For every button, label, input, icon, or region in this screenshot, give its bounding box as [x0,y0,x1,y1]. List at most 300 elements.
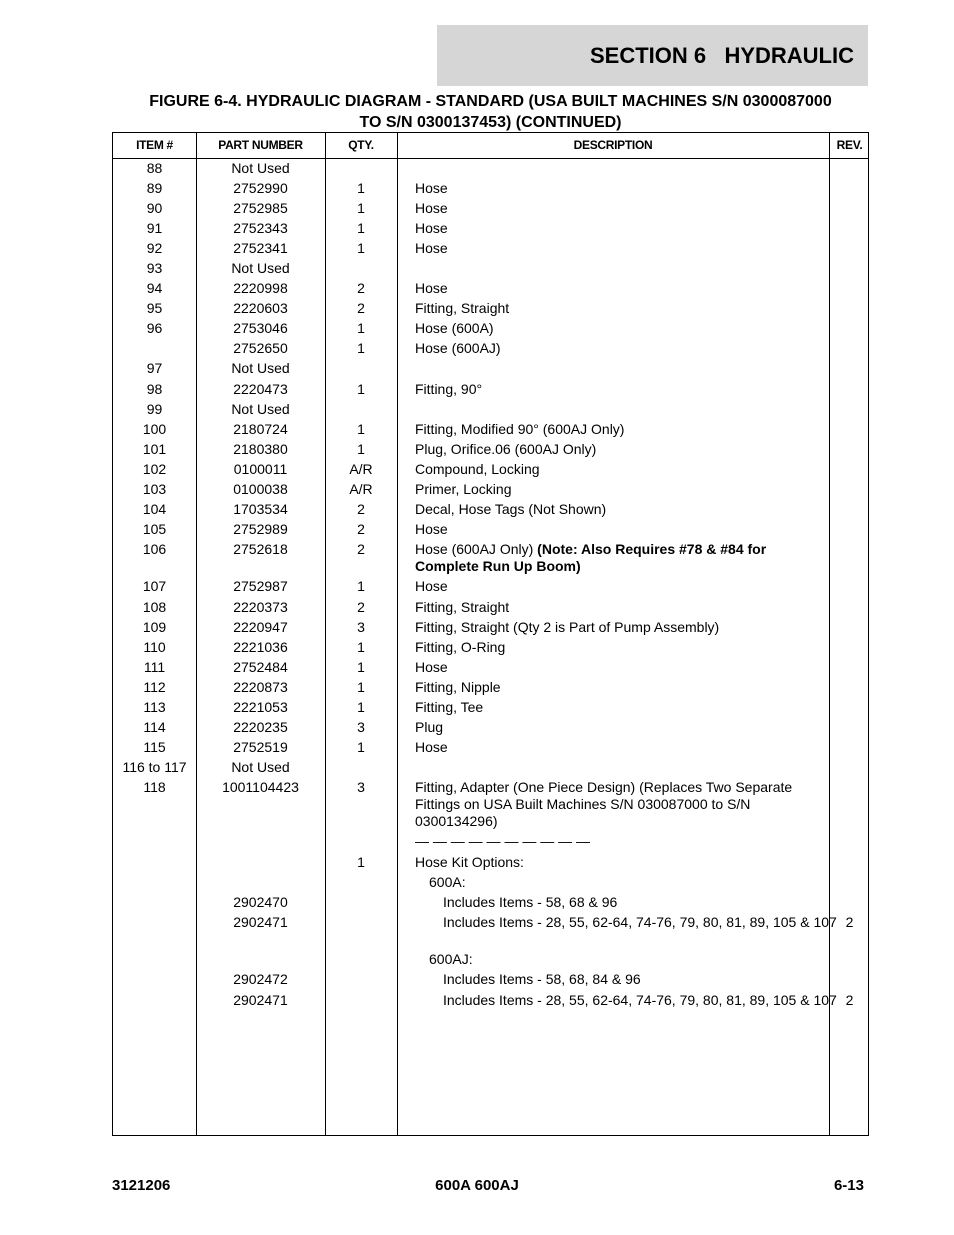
description-cell [415,180,825,197]
item-cell [113,619,196,636]
part-number-cell [196,280,325,297]
part-number-cell [196,541,325,558]
table-row [113,220,868,240]
part-number-cell-text: 2752650 [233,340,288,356]
part-number-cell [196,381,325,398]
rev-cell-text: 2 [845,992,854,1008]
item-cell-text: 112 [143,679,166,695]
part-number-cell-text: 2752989 [233,521,288,537]
item-cell [113,360,196,377]
item-cell [113,759,196,776]
description-cell [415,619,825,636]
item-cell-text: 111 [143,659,166,675]
part-number-cell [196,340,325,357]
item-cell-text: 88 [146,160,163,176]
qty-cell [325,381,397,398]
table-body [113,160,868,1029]
qty-cell [325,200,397,217]
description-cell [415,971,853,988]
description-cell-text: Plug [415,719,444,735]
table-row [113,699,868,719]
part-number-cell-text: Not Used [231,759,290,775]
description-cell-text: Hose [415,240,448,256]
qty-cell-text: 1 [357,578,365,594]
description-cell-text: Hose [415,280,448,296]
item-cell [113,639,196,656]
qty-cell-text: 1 [357,220,365,236]
item-cell [113,180,196,197]
description-cell-text: Hose [415,578,448,594]
description-cell [415,854,825,871]
item-cell-text: 98 [146,381,163,397]
table-row [113,320,868,340]
item-cell [113,260,196,277]
description-cell [415,719,825,736]
part-number-cell-text: Not Used [231,160,290,176]
item-cell-text: 103 [142,481,167,497]
part-number-cell-text: 2220235 [233,719,288,735]
table-row [113,739,868,759]
part-number-cell-text: 2220947 [233,619,288,635]
table-row [113,340,868,360]
part-number-cell-text: 2752985 [233,200,288,216]
figure-title-line-1: FIGURE 6-4. HYDRAULIC DIAGRAM - STANDARD (USA BUILT MACHINES S/N 0300087000 [149,93,832,110]
part-number-cell [196,260,325,277]
table-row [113,659,868,679]
item-cell-text: 109 [142,619,167,635]
part-number-cell [196,619,325,636]
part-number-cell [196,421,325,438]
item-cell [113,320,196,337]
qty-cell-text: A/R [349,461,373,477]
description-cell-text: Fitting, Modified 90° (600AJ Only) [415,421,625,437]
description-cell [415,951,839,968]
part-number-cell-text: 1703534 [233,501,288,517]
part-number-cell-text: Not Used [231,401,290,417]
qty-cell [325,220,397,237]
part-number-cell-text: 2752618 [233,541,288,557]
description-cell [415,240,825,257]
qty-cell [325,300,397,317]
description-cell [415,340,825,357]
part-number-cell [196,894,325,911]
item-cell [113,679,196,696]
table-row [113,240,868,260]
part-number-cell [196,659,325,676]
item-cell [113,421,196,438]
part-number-cell [196,779,325,796]
description-cell-text: Primer, Locking [415,481,512,497]
qty-cell [325,340,397,357]
item-cell [113,541,196,558]
description-cell [415,521,825,538]
item-cell [113,220,196,237]
description-cell-text: Hose (600AJ Only) [415,541,538,557]
table-row [113,599,868,619]
part-number-cell [196,360,325,377]
part-number-cell [196,240,325,257]
part-number-cell-text: 2221053 [233,699,288,715]
item-cell [113,381,196,398]
item-cell-text: 118 [143,779,166,795]
qty-cell [325,180,397,197]
rev-cell [829,914,870,931]
qty-cell [325,481,397,498]
item-cell-text: 100 [142,421,167,437]
part-number-cell-text: Not Used [231,360,290,376]
part-number-cell-text: 2752343 [233,220,288,236]
description-cell-text: Hose [415,659,448,675]
description-cell-text: Plug, Orifice.06 (600AJ Only) [415,441,597,457]
description-cell [415,833,825,850]
table-row [113,481,868,501]
description-cell [415,659,825,676]
part-number-cell-text: 2752484 [233,659,288,675]
table-row [113,874,868,894]
qty-cell [325,320,397,337]
part-number-cell-text: 2220873 [233,679,288,695]
item-cell-text: 113 [143,699,166,715]
part-number-cell-text: 2902472 [233,971,288,987]
description-cell-text: Hose [415,200,448,216]
description-cell-text: Includes Items - 58, 68 & 96 [443,894,618,910]
part-number-cell [196,521,325,538]
item-cell [113,401,196,418]
part-number-cell-text: 1001104423 [222,779,299,795]
item-cell-text: 105 [142,521,167,537]
item-cell [113,779,196,796]
description-cell-text: Hose [415,180,448,196]
item-cell-text: 106 [142,541,167,557]
table-row [113,300,868,320]
qty-cell-text: 2 [357,521,365,537]
header-rev: REV. [836,138,863,152]
table-row [113,280,868,300]
part-number-cell-text: 2752519 [233,739,288,755]
description-cell [415,220,825,237]
part-number-cell-text: 2220998 [233,280,288,296]
table-row [113,971,868,992]
qty-cell [325,659,397,676]
footer-page-number: 6-13 [833,1177,864,1194]
description-cell-text: Hose [415,739,448,755]
qty-cell-text: 2 [357,300,365,316]
table-row [113,894,868,914]
part-number-cell [196,481,325,498]
qty-cell-text: 1 [357,320,365,336]
description-note: (Note: Also Requires #78 & #84 for Complete Run Up Boom) [415,541,767,574]
part-number-cell-text: 2752990 [233,180,288,196]
figure-title-line-2: TO S/N 0300137453) (CONTINUED) [359,114,622,131]
item-cell [113,461,196,478]
qty-cell [325,441,397,458]
qty-cell-text: 1 [357,240,365,256]
description-cell [415,874,839,891]
description-cell-text: Fitting, Adapter (One Piece Design) (Replaces Two Separate Fittings on USA Built Machines S/N 030087000 to S/N 0300134296) [415,779,793,829]
qty-cell-text: 3 [357,779,365,795]
table-row [113,759,868,779]
qty-cell-text: 1 [357,699,365,715]
table-row [113,401,868,421]
section-header [437,25,868,86]
table-row [113,854,868,874]
qty-cell-text: 2 [357,280,365,296]
item-cell-text: 90 [146,200,163,216]
qty-cell [325,679,397,696]
part-number-cell-text: 2180724 [233,421,288,437]
part-number-cell-text: 2221036 [233,639,288,655]
description-cell [415,441,825,458]
description-cell [415,779,825,830]
part-number-cell [196,739,325,756]
item-cell-text: 101 [142,441,167,457]
description-cell [415,381,825,398]
item-cell [113,160,196,177]
table-row [113,578,868,599]
item-cell-text: 96 [146,320,163,336]
description-cell [415,679,825,696]
description-cell-text: Decal, Hose Tags (Not Shown) [415,501,607,517]
description-cell [415,280,825,297]
description-cell-text: Fitting, O-Ring [415,639,506,655]
part-number-cell [196,599,325,616]
qty-cell [325,240,397,257]
description-cell [415,699,825,716]
part-number-cell [196,719,325,736]
qty-cell-text: A/R [349,481,373,497]
table-row [113,992,868,1029]
item-cell-text: 92 [146,240,163,256]
description-cell-text: Compound, Locking [415,461,540,477]
qty-cell-text: 3 [357,719,365,735]
qty-cell-text: 2 [357,599,365,615]
table-row [113,260,868,280]
description-cell-text: Hose (600A) [415,320,494,336]
part-number-cell-text: 2902471 [233,914,288,930]
item-cell [113,599,196,616]
item-cell [113,300,196,317]
description-cell-text: 600AJ: [429,951,473,967]
item-cell [113,441,196,458]
item-cell [113,200,196,217]
item-cell-text: 91 [146,220,163,236]
qty-cell [325,739,397,756]
description-cell-text: Fitting, Straight [415,599,510,615]
table-row [113,833,868,854]
part-number-cell [196,401,325,418]
part-number-cell [196,200,325,217]
table-row [113,951,868,971]
part-number-cell [196,461,325,478]
item-cell-text: 89 [146,180,163,196]
qty-cell [325,639,397,656]
item-cell-text: 110 [143,639,166,655]
description-cell-text: Includes Items - 58, 68, 84 & 96 [443,971,641,987]
qty-cell [325,541,397,558]
qty-cell [325,501,397,518]
qty-cell [325,779,397,796]
description-cell [415,739,825,756]
item-cell-text: 94 [146,280,163,296]
qty-cell [325,521,397,538]
item-cell [113,481,196,498]
table-row [113,381,868,401]
header-part-number: PART NUMBER [218,138,303,152]
part-number-cell-text: 2902470 [233,894,288,910]
item-cell-text: 99 [146,401,163,417]
qty-cell [325,854,397,871]
qty-cell-text: 1 [357,639,365,655]
footer-model: 600A 600AJ [435,1177,519,1194]
description-cell [415,300,825,317]
qty-cell-text: 1 [357,739,365,755]
item-cell [113,501,196,518]
description-cell [415,894,853,911]
part-number-cell [196,501,325,518]
qty-cell-text: 1 [357,200,365,216]
part-number-cell [196,759,325,776]
part-number-cell [196,300,325,317]
description-cell [415,914,853,931]
figure-title [112,91,869,133]
item-cell-text: 108 [142,599,167,615]
qty-cell-text: 1 [357,421,365,437]
qty-cell-text: 2 [357,541,365,557]
qty-cell [325,280,397,297]
qty-cell [325,619,397,636]
part-number-cell [196,699,325,716]
table-row [113,619,868,639]
item-cell-text: 97 [146,360,163,376]
table-row [113,719,868,739]
description-cell-text: Hose (600AJ) [415,340,501,356]
description-cell-text: Fitting, Straight (Qty 2 is Part of Pump Assembly) [415,619,720,635]
item-cell-text: 93 [146,260,163,276]
part-number-cell-text: 2220603 [233,300,288,316]
qty-cell-text: 1 [357,381,365,397]
rev-cell [829,992,870,1009]
qty-cell-text: 3 [357,619,365,635]
description-cell [415,541,825,575]
header-description: DESCRIPTION [573,138,653,152]
part-number-cell [196,320,325,337]
qty-cell-text: 1 [357,659,365,675]
part-number-cell-text: 2753046 [233,320,288,336]
table-row [113,160,868,180]
description-cell-text: Includes Items - 28, 55, 62-64, 74-76, 79, 80, 81, 89, 105 & 107 [443,914,837,930]
item-cell [113,521,196,538]
qty-cell [325,599,397,616]
description-cell [415,501,825,518]
item-cell [113,719,196,736]
qty-cell-text: 1 [357,180,365,196]
table-header [113,133,868,159]
table-row [113,200,868,220]
description-cell [415,320,825,337]
part-number-cell-text: 2752987 [233,578,288,594]
part-number-cell-text: 2752341 [233,240,288,256]
qty-cell [325,699,397,716]
item-cell [113,280,196,297]
part-number-cell-text: Not Used [231,260,290,276]
part-number-cell-text: 2220473 [233,381,288,397]
rev-cell-text: 2 [845,914,854,930]
qty-cell-text: 1 [357,854,365,870]
description-cell-text: Fitting, Nipple [415,679,501,695]
part-number-cell [196,914,325,931]
part-number-cell [196,639,325,656]
qty-cell [325,578,397,595]
description-cell [415,578,825,595]
item-cell-text: 102 [142,461,167,477]
part-number-cell [196,220,325,237]
part-number-cell [196,679,325,696]
description-cell [415,200,825,217]
item-cell-text: 104 [142,501,167,517]
description-cell-text: Hose [415,521,448,537]
description-cell-text: Hose Kit Options: [415,854,524,870]
qty-cell-text: 1 [357,679,365,695]
part-number-cell-text: 2220373 [233,599,288,615]
part-number-cell [196,578,325,595]
description-cell-text: — — — — — — — — — — [415,833,591,849]
item-cell [113,739,196,756]
qty-cell [325,461,397,478]
item-cell [113,240,196,257]
item-cell-text: 107 [142,578,167,594]
part-number-cell [196,180,325,197]
part-number-cell-text: 2180380 [233,441,288,457]
description-cell-text: Fitting, 90° [415,381,483,397]
item-cell-text: 114 [143,719,166,735]
table-row [113,639,868,659]
description-cell-text: Fitting, Tee [415,699,484,715]
description-cell [415,421,825,438]
description-cell [415,992,853,1009]
table-row [113,501,868,521]
part-number-cell [196,441,325,458]
qty-cell-text: 2 [357,501,365,517]
parts-table [112,132,869,1136]
part-number-cell [196,992,325,1009]
section-title: SECTION 6 HYDRAULIC [589,42,854,68]
description-cell [415,639,825,656]
qty-cell [325,421,397,438]
qty-cell [325,719,397,736]
table-row [113,180,868,200]
item-cell [113,699,196,716]
description-cell-text: 600A: [429,874,466,890]
item-cell-text: 115 [143,739,166,755]
part-number-cell-text: 0100011 [233,461,288,477]
description-cell [415,481,825,498]
table-row [113,461,868,481]
header-item: ITEM # [136,138,173,152]
table-row [113,441,868,461]
header-qty: QTY. [348,138,374,152]
table-row [113,541,868,578]
table-row [113,679,868,699]
table-row [113,521,868,541]
table-row [113,360,868,381]
qty-cell-text: 1 [357,340,365,356]
description-cell-text: Fitting, Straight [415,300,510,316]
table-row [113,914,868,951]
table-row [113,779,868,833]
part-number-cell-text: 0100038 [233,481,288,497]
qty-cell-text: 1 [357,441,365,457]
description-cell [415,461,825,478]
